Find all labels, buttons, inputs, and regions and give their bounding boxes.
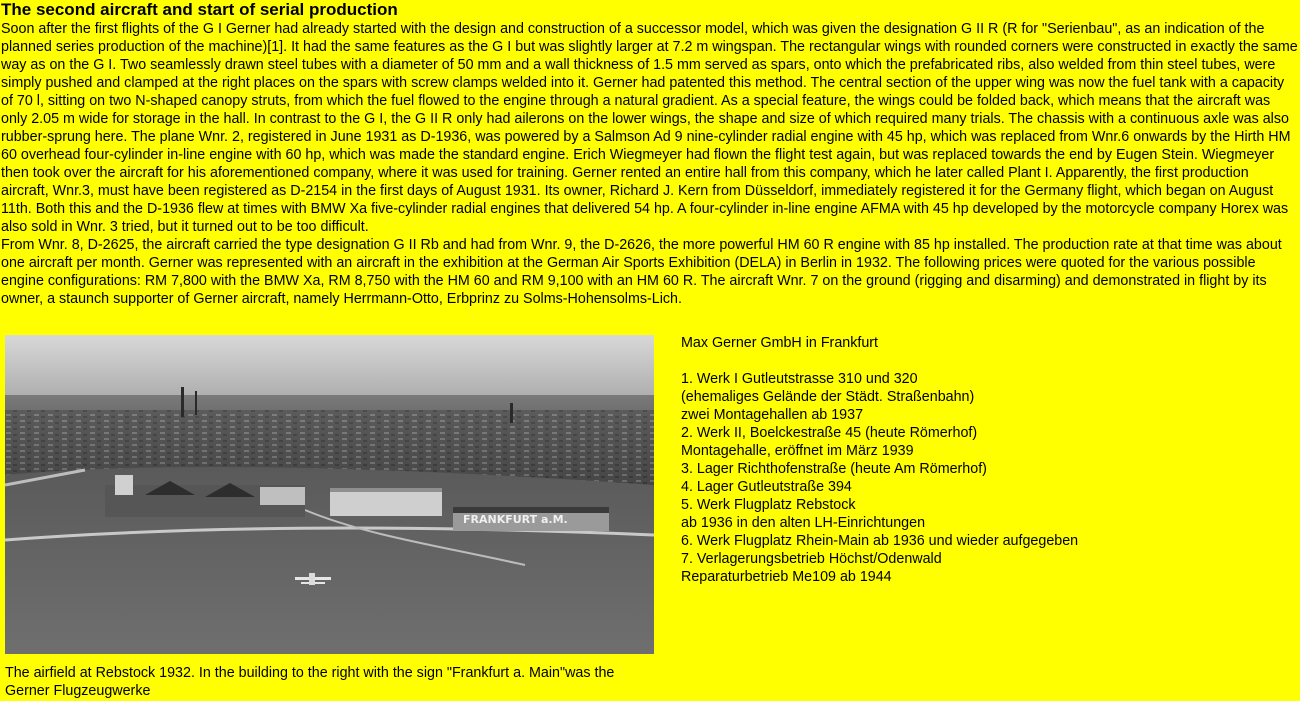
- article-paragraph: From Wnr. 8, D-2625, the aircraft carried the type designation G II Rb and had from Wnr. 9, the D-2626, the more powerful HM 60 R engine with 85 hp installed. The production rate at that time was about one aircraft per month. Gerner was represented with an aircraft in the exhibition at the German Air Sports Exhibition (DELA) in Berlin in 1932. The following prices were quoted for the various possible engine configurations: RM 7,800 with the BMW Xa, RM 8,750 with the HM 60 and RM 9,100 with an HM 60 R. The aircraft Wnr. 7 on the ground (rigging and disarming) and demonstrated in flight by its owner, a staunch supporter of Gerner aircraft, namely Herrmann-Otto, Erbprinz zu Solms-Hohensolms-Lich.: [1, 237, 1282, 307]
- photo-caption: The airfield at Rebstock 1932. In the building to the right with the sign "Frankfurt a. Main"was the Gerner Flugzeugwerke: [5, 665, 615, 699]
- airfield-photo: [5, 335, 654, 654]
- list-item: 1. Werk I Gutleutstrasse 310 und 320: [681, 371, 918, 387]
- list-item: 6. Werk Flugplatz Rhein-Main ab 1936 und wieder aufgegeben: [681, 533, 1079, 549]
- article-paragraph: Soon after the first flights of the G I Gerner had already started with the design and construction of a successor model, which was given the designation G II R (R for "Serienbau", as an indication of the planned series production of the machine)[1]. It had the same features as the G I but was slightly larger at 7.2 m wingspan. The rectangular wings with rounded corners were constructed in exactly the same way as on the G I. Two seamlessly drawn steel tubes with a diameter of 50 mm and a wall thickness of 1.5 mm served as spars, onto which the prefabricated ribs, also welded from thin steel tubes, were simply pushed and clamped at the right places on the spars with screw clamps welded into it. Gerner had patented this method. The central section of the upper wing was now the fuel tank with a capacity of 70 l, sitting on two N-shaped canopy struts, from which the fuel flowed to the engine through a natural gradient. As a special feature, the wings could be folded back, which means that the aircraft was only 2.05 m wide for storage in the hall. In contrast to the G I, the G II R only had ailerons on the lower wings, the shape and size of which required many trials. The chassis with a continuous axle was also rubber-sprung here. The plane Wnr. 2, registered in June 1931 as D-1936, was powered by a Salmson Ad 9 nine-cylinder radial engine with 45 hp, which was replaced from Wnr.6 onwards by the Hirth HM 60 overhead four-cylinder in-line engine with 60 hp, which was made the standard engine. Erich Wiegmeyer had flown the flight test again, but was replaced towards the end by Eugen Stein. Wiegmeyer then took over the aircraft for his aforementioned company, where it was used for training. Gerner rented an entire hall from this company, which he later called Plant I. Apparently, the first production aircraft, Wnr.3, must have been registered as D-2154 in the first days of August 1931. Its owner, Richard J. Kern from Düsseldorf, immediately registered it for the Germany flight, which began on August 11th. Both this and the D-1936 flew at times with BMW Xa five-cylinder radial engines that delivered 54 hp. A four-cylinder in-line engine AFMA with 45 hp developed by the motorcycle company Horex was also sold in Wnr. 3 tried, but it turned out to be too difficult.: [1, 21, 1298, 235]
- list-item: 2. Werk II, Boelckestraße 45 (heute Römerhof): [681, 425, 978, 441]
- list-item: 3. Lager Richthofenstraße (heute Am Römerhof): [681, 461, 987, 477]
- list-item: ab 1936 in den alten LH-Einrichtungen: [681, 515, 926, 531]
- factory-locations-list: [681, 334, 1281, 586]
- locations-heading: Max Gerner GmbH in Frankfurt: [681, 335, 879, 351]
- list-item: Reparaturbetrieb Me109 ab 1944: [681, 569, 892, 585]
- section-heading: The second aircraft and start of serial production: [1, 0, 398, 19]
- list-item: Montagehalle, eröffnet im März 1939: [681, 443, 914, 459]
- list-item: 4. Lager Gutleutstraße 394: [681, 479, 852, 495]
- list-item: [681, 352, 1281, 370]
- list-item: (ehemaliges Gelände der Städt. Straßenbahn): [681, 389, 975, 405]
- list-item: 7. Verlagerungsbetrieb Höchst/Odenwald: [681, 551, 942, 567]
- hangar-sign: FRANKFURT a.M.: [463, 513, 568, 526]
- article-body: [1, 20, 1299, 308]
- airfield-photo-illustration: [5, 335, 654, 654]
- list-item: 5. Werk Flugplatz Rebstock: [681, 497, 856, 513]
- list-item: zwei Montagehallen ab 1937: [681, 407, 864, 423]
